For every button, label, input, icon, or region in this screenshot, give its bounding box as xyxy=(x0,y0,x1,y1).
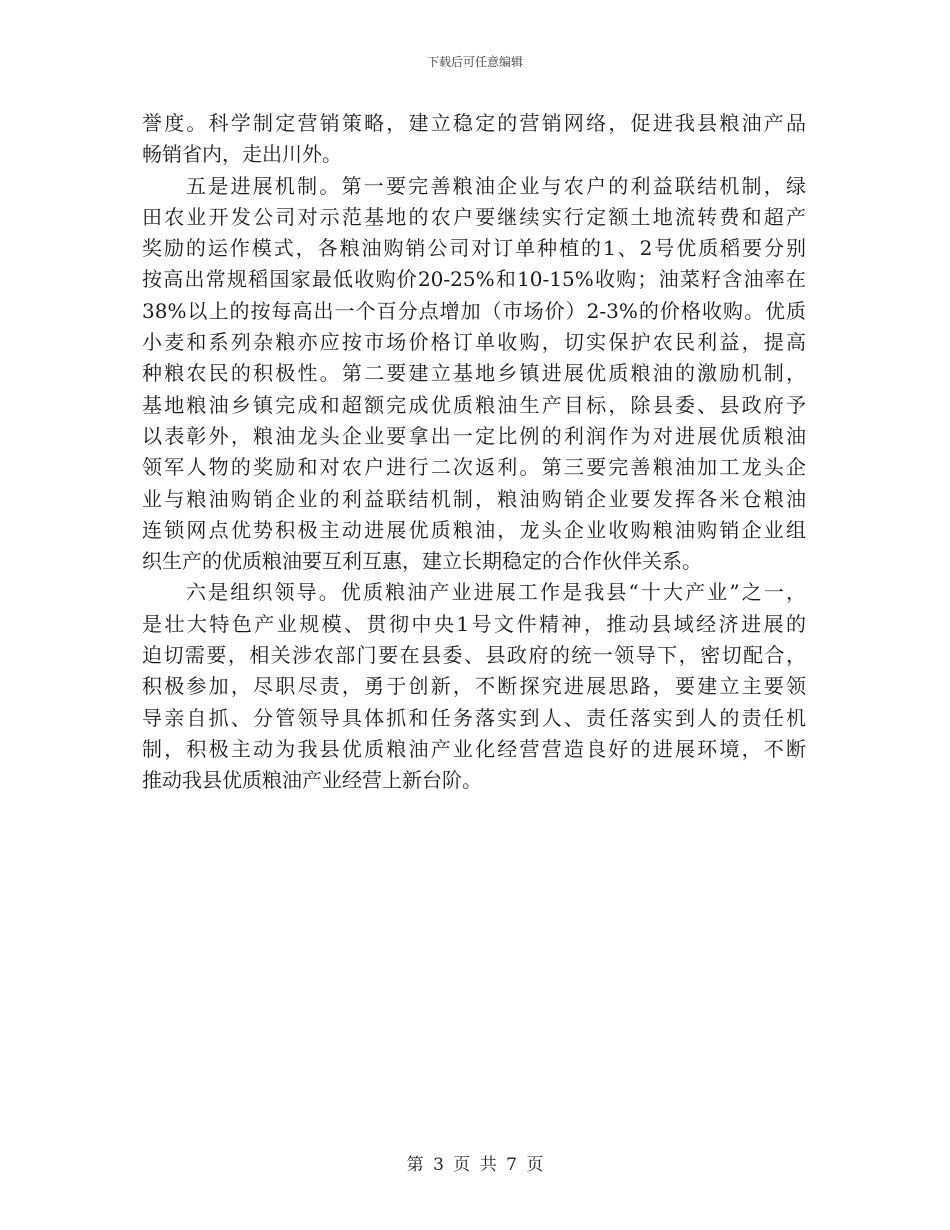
document-body xyxy=(142,108,806,797)
page-number: 第 3 页 共 7 页 xyxy=(406,1155,544,1175)
paragraph-1 xyxy=(142,108,806,171)
text-line: 连锁网点优势积极主动进展优质粮油，龙头企业收购粮油购销企业组 xyxy=(142,517,806,542)
text-line: 推动我县优质粮油产业经营上新台阶。 xyxy=(142,768,482,793)
text-line: 织生产的优质粮油要互利互惠，建立长期稳定的合作伙伴关系。 xyxy=(142,549,702,574)
paragraph-2 xyxy=(142,171,806,578)
text-line: 制，积极主动为我县优质粮油产业化经营营造良好的进展环境，不断 xyxy=(142,736,806,761)
text-line: 积极参加，尽职尽责，勇于创新，不断探究进展思路，要建立主要领 xyxy=(142,674,806,699)
text-line: 誉度。科学制定营销策略，建立稳定的营销网络，促进我县粮油产品 xyxy=(142,111,806,135)
text-line: 业与粮油购销企业的利益联结机制，粮油购销企业要发挥各米仓粮油 xyxy=(142,486,806,511)
text-line: 六是组织领导。优质粮油产业进展工作是我县“十大产业”之一， xyxy=(186,580,806,605)
text-line: 以表彰外，粮油龙头企业要拿出一定比例的利润作为对进展优质粮油 xyxy=(142,423,806,448)
text-line: 领军人物的奖励和对农户进行二次返利。第三要完善粮油加工龙头企 xyxy=(142,455,806,480)
text-line: 基地粮油乡镇完成和超额完成优质粮油生产目标，除县委、县政府予 xyxy=(142,392,806,417)
text-line: 奖励的运作模式，各粮油购销公司对订单种植的1、2号优质稻要分别 xyxy=(142,236,806,261)
text-line: 小麦和系列杂粮亦应按市场价格订单收购，切实保护农民利益，提高 xyxy=(142,330,806,355)
text-line: 是壮大特色产业规模、贯彻中央1号文件精神，推动县域经济进展的 xyxy=(142,611,806,636)
page-header: 下载后可任意编辑 xyxy=(426,55,523,69)
text-line: 导亲自抓、分管领导具体抓和任务落实到人、责任落实到人的责任机 xyxy=(142,705,806,730)
text-line: 38%以上的按每高出一个百分点增加（市场价）2-3%的价格收购。优质 xyxy=(142,298,806,323)
paragraph-3 xyxy=(142,577,806,796)
text-line: 按高出常规稻国家最低收购价20-25%和10-15%收购；油菜籽含油率在 xyxy=(142,267,806,292)
text-line: 迫切需要，相关涉农部门要在县委、县政府的统一领导下，密切配合， xyxy=(142,643,806,668)
text-line: 畅销省内，走出川外。 xyxy=(142,142,342,167)
text-line: 种粮农民的积极性。第二要建立基地乡镇进展优质粮油的激励机制， xyxy=(142,361,806,386)
text-line: 田农业开发公司对示范基地的农户要继续实行定额土地流转费和超产 xyxy=(142,204,806,229)
text-line: 五是进展机制。第一要完善粮油企业与农户的利益联结机制，绿 xyxy=(186,173,806,198)
